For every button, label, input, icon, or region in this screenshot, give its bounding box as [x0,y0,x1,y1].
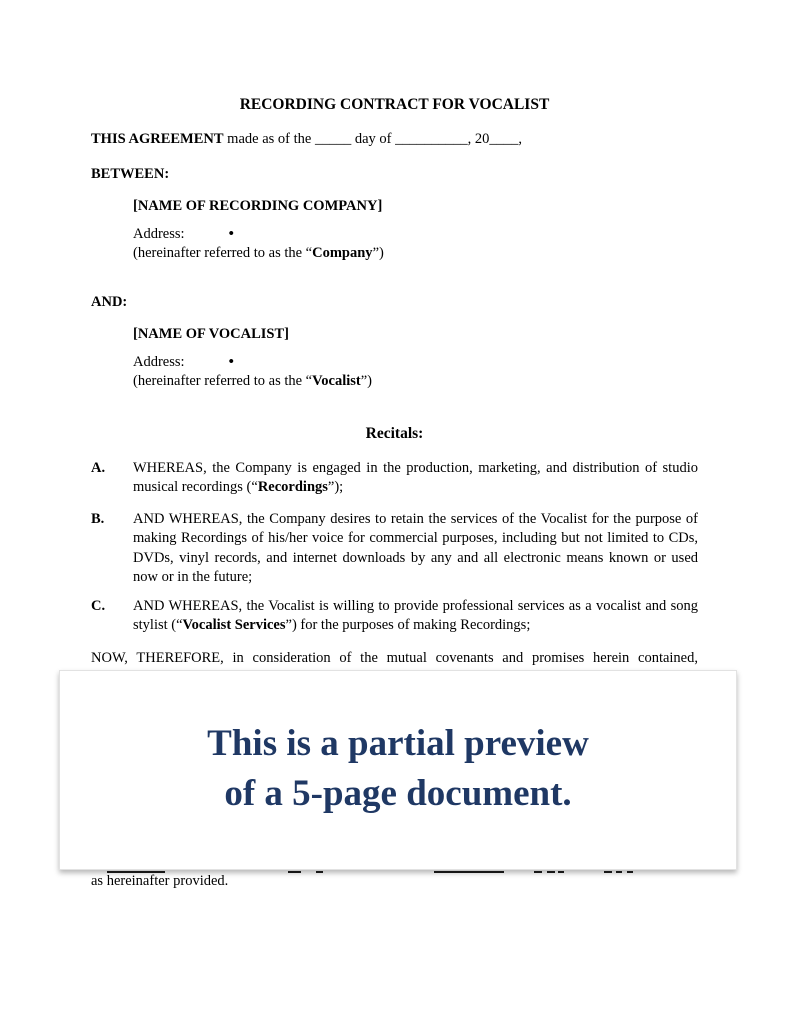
company-address-label: Address: [133,225,185,242]
document-title: RECORDING CONTRACT FOR VOCALIST [239,96,550,113]
recital-b-pre: AND WHEREAS, the Company desires to retain the services of the Vocalist for the purpose of making Recordings of his/her voice for commercial purposes, including but not limited to CDs, DVDs, vinyl records, and internet downloads by any and all electronic means known or used now or in the future; [133,510,698,585]
recital-a-term: Recordings [257,479,328,495]
recital-a [91,459,698,510]
preview-overlay-line1: This is a partial preview [207,723,589,764]
recital-c-term: Vocalist Services [182,617,286,633]
company-address-line [133,225,698,245]
closing-line: as hereinafter provided. [91,873,229,889]
bullet-point: • [228,353,234,370]
recitals-heading: Recitals: [365,424,424,442]
recital-a-text [133,459,698,498]
vocalist-address-line [133,353,698,373]
agreement-intro-line [91,130,698,150]
recital-c [91,597,698,649]
vocalist-hereinafter-line [133,372,698,392]
vocalist-hereinafter-post: ”) [360,373,372,389]
recital-b-label: B. [91,510,105,527]
company-defined-term: Company [312,245,373,261]
agreement-intro-bold: THIS AGREEMENT [91,131,224,147]
between-label: BETWEEN: [91,165,170,182]
recital-b [91,510,698,597]
vocalist-name-placeholder: [NAME OF VOCALIST] [133,326,289,342]
vocalist-address-label: Address: [133,353,185,370]
recital-b-text [133,510,698,588]
recital-a-pre: WHEREAS, the Company is engaged in the production, marketing, and distribution of studio musical recordings (“ [133,459,698,495]
company-name-placeholder: [NAME OF RECORDING COMPANY] [133,198,383,214]
company-hereinafter-pre: (hereinafter referred to as the “ [133,245,313,261]
agreement-intro-rest: made as of the _____ day of __________, 20____, [223,131,522,147]
and-label: AND: [91,293,128,310]
vocalist-hereinafter-pre: (hereinafter referred to as the “ [133,373,313,389]
recital-c-pre: AND WHEREAS, the Vocalist is willing to provide professional services as a vocalist and song stylist (“ [133,597,698,633]
now-therefore-line: NOW, THEREFORE, in consideration of the mutual covenants and promises herein contained, [91,649,698,666]
preview-overlay-line2: of a 5-page document. [224,773,572,814]
company-hereinafter-line [133,244,698,264]
recital-c-post: ”) for the purposes of making Recordings; [285,617,531,633]
company-party-block [91,197,698,264]
preview-overlay [59,670,737,870]
recital-c-label: C. [91,597,106,614]
recital-a-label: A. [91,459,106,476]
vocalist-party-block [91,325,698,392]
company-hereinafter-post: ”) [372,245,384,261]
clipped-text-fragments [0,871,791,874]
recital-a-post: ”); [327,479,344,495]
recital-c-text [133,597,698,636]
document-content [91,0,698,668]
vocalist-defined-term: Vocalist [312,373,361,389]
bullet-point: • [228,225,234,242]
